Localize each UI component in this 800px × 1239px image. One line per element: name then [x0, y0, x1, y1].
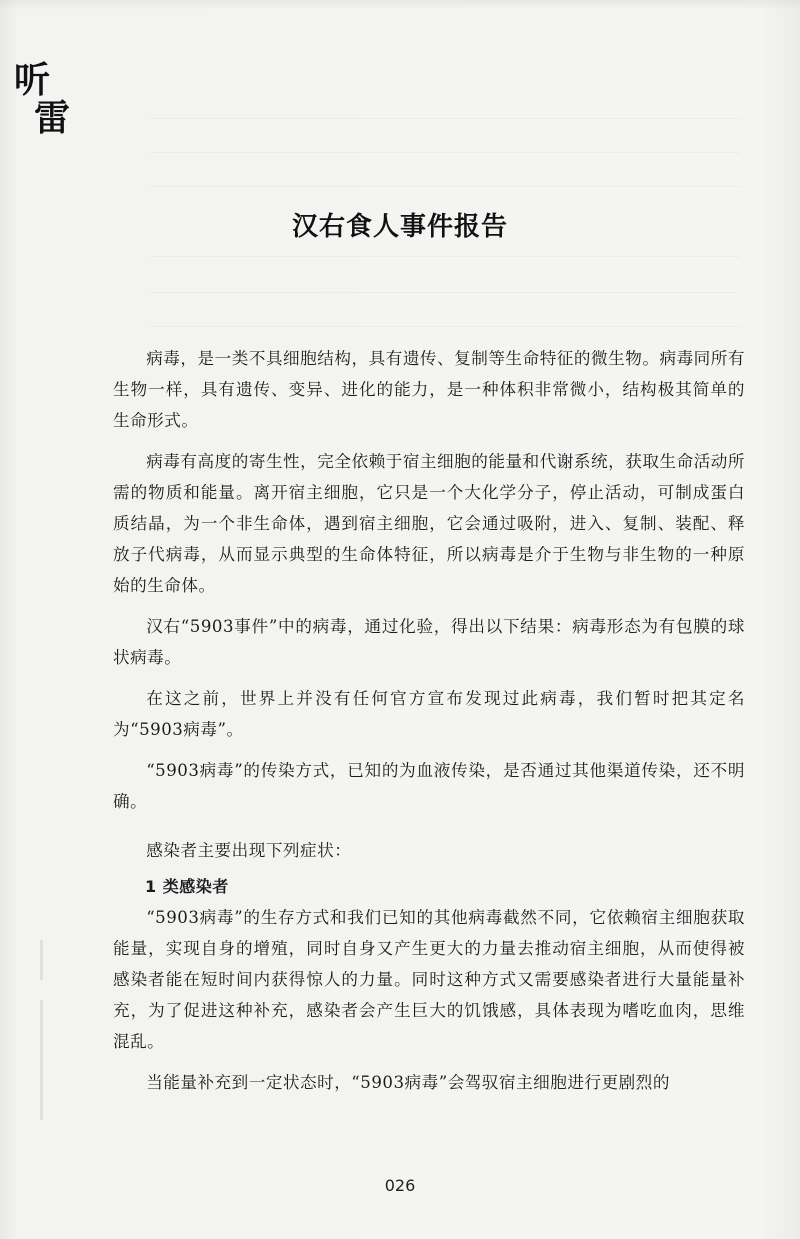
binding-mark [40, 1000, 43, 1120]
show-through-line [150, 326, 740, 327]
binding-mark [40, 940, 43, 980]
page-top-shadow [0, 0, 800, 10]
paragraph: 汉右“5903事件”中的病毒，通过化验，得出以下结果：病毒形态为有包膜的球状病毒。 [113, 617, 745, 667]
section-heading: 1 类感染者 [145, 877, 229, 896]
paragraph: 病毒有高度的寄生性，完全依赖于宿主细胞的能量和代谢系统，获取生命活动所需的物质和能量。离开宿主细胞，它只是一个大化学分子，停止活动，可制成蛋白质结晶，为一个非生命体，遇到宿主细胞，它会通过吸附，进入、复制、装配、释放子代病毒，从而显示典型的生命体特征，所以病毒是介于生物与非生物的一种原始的生命体。 [113, 452, 745, 595]
series-char-1: 听 [14, 59, 51, 101]
show-through-line [150, 292, 740, 293]
page-number: 026 [384, 1176, 416, 1195]
article-title: 汉右食人事件报告 [291, 212, 508, 242]
show-through-line [150, 152, 740, 153]
paragraph: 病毒，是一类不具细胞结构，具有遗传、复制等生命特征的微生物。病毒同所有生物一样，具有遗传、变异、进化的能力，是一种体积非常微小，结构极其简单的生命形式。 [113, 349, 745, 430]
show-through-line [150, 256, 740, 257]
series-char-2: 雷 [34, 97, 71, 139]
article-body [113, 343, 745, 1098]
paragraph: “5903病毒”的传染方式，已知的为血液传染，是否通过其他渠道传染，还不明确。 [113, 761, 745, 811]
series-logo [14, 60, 72, 138]
show-through-line [150, 118, 740, 119]
paragraph: 感染者主要出现下列症状： [146, 841, 352, 860]
paragraph: 在这之前，世界上并没有任何官方宣布发现过此病毒，我们暂时把其定名为“5903病毒”。 [113, 689, 745, 739]
paragraph: 当能量补充到一定状态时，“5903病毒”会驾驭宿主细胞进行更剧烈的 [146, 1073, 670, 1092]
show-through-line [150, 186, 740, 187]
paragraph: “5903病毒”的生存方式和我们已知的其他病毒截然不同，它依赖宿主细胞获取能量，实现自身的增殖，同时自身又产生更大的力量去推动宿主细胞，从而使得被感染者能在短时间内获得惊人的力量。同时这种方式又需要感染者进行大量能量补充，为了促进这种补充，感染者会产生巨大的饥饿感，具体表现为嗜吃血肉，思维混乱。 [113, 908, 745, 1051]
